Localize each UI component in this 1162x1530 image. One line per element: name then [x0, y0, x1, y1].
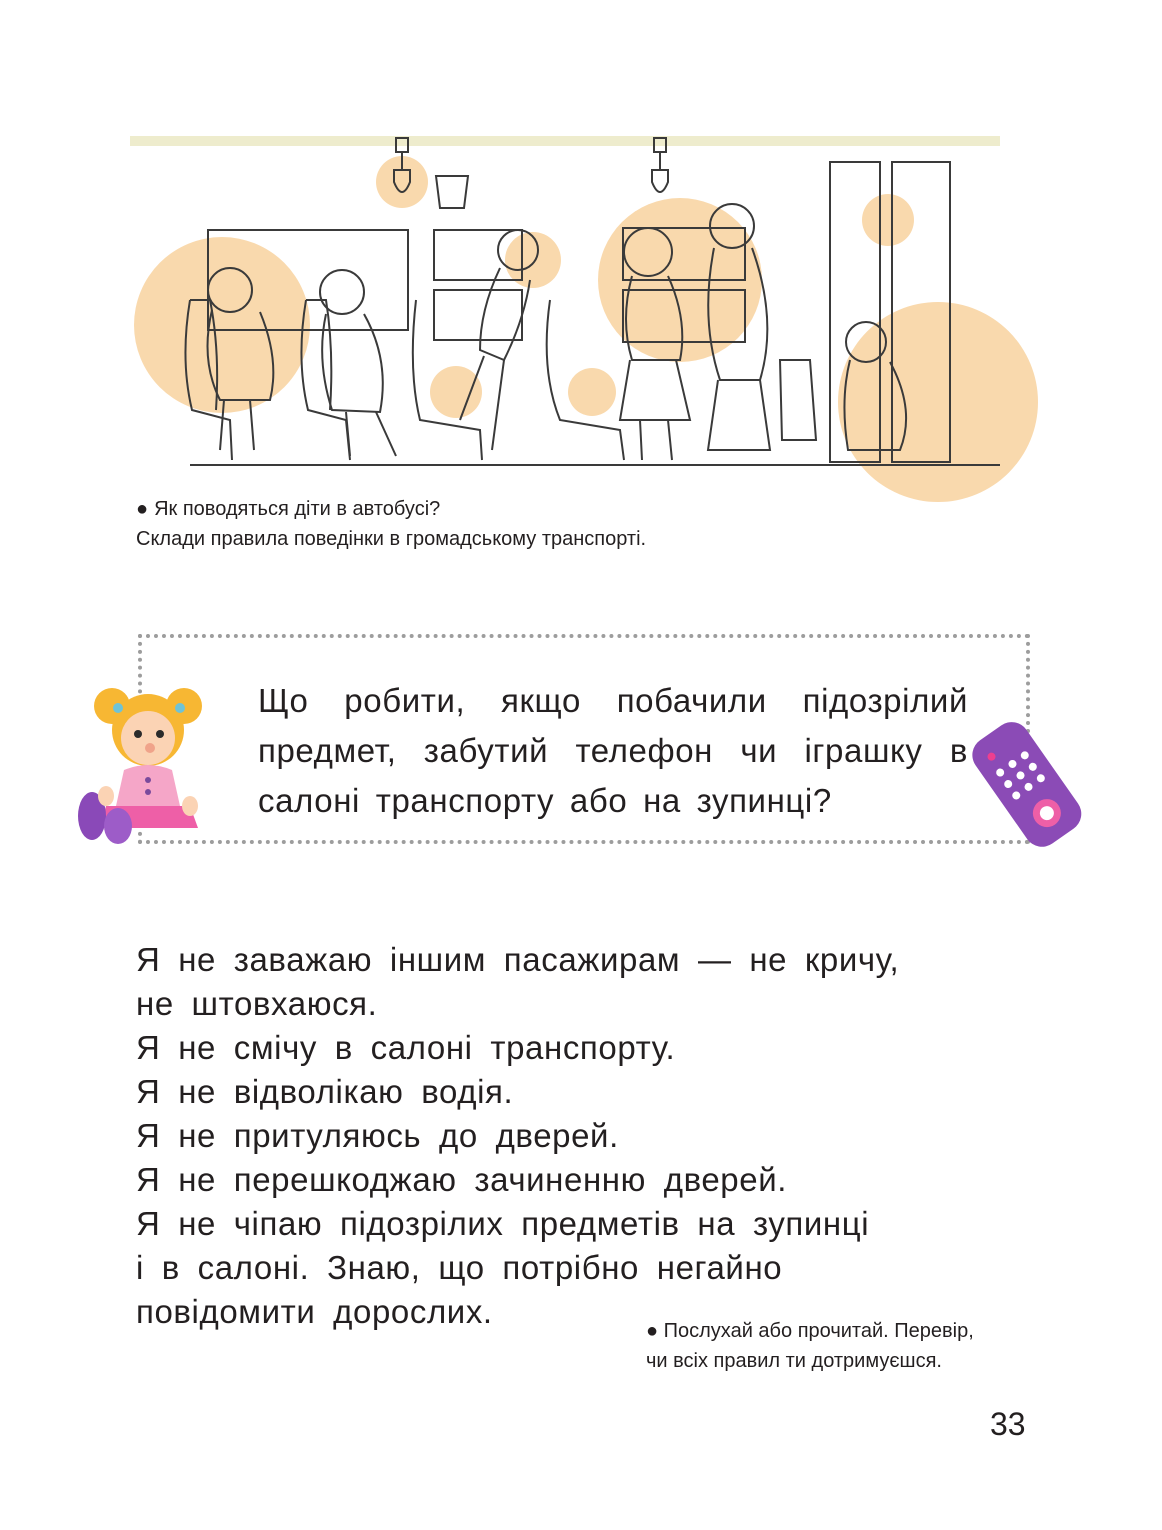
note-line-1 — [646, 1316, 974, 1346]
page-number: 33 — [990, 1406, 1026, 1442]
caption-line-1 — [136, 494, 646, 524]
rule-line: Я не чіпаю підозрілих предметів на зупинці — [136, 1205, 870, 1242]
rules-list — [136, 938, 976, 1334]
remote-control-icon — [964, 720, 1088, 850]
caption-question: Як поводяться діти в автобусі? — [154, 498, 441, 520]
rule-line: Я не відволікаю водія. — [136, 1073, 514, 1110]
rule-line: не штовхаюся. — [136, 985, 378, 1022]
question-text: Що робити, якщо побачили підозрілий предмет, забутий телефон чи іграшку в салоні транспорту або на зупинці? — [258, 682, 968, 819]
rule-line: повідомити дорослих. — [136, 1293, 493, 1330]
doll-icon — [72, 676, 212, 846]
bullet-icon: ● — [646, 1320, 664, 1342]
rule-line: Я не смічу в салоні транспорту. — [136, 1029, 676, 1066]
rule-line: Я не заважаю іншим пасажирам — не кричу, — [136, 941, 900, 978]
note-text-1: Послухай або прочитай. Перевір, — [663, 1320, 974, 1342]
instruction-note — [646, 1316, 974, 1376]
bullet-icon: ● — [136, 498, 149, 520]
rule-line: і в салоні. Знаю, що потрібно негайно — [136, 1249, 783, 1286]
illustration-caption — [136, 494, 646, 554]
note-line-2: чи всіх правил ти дотримуєшся. — [646, 1350, 942, 1372]
rule-line: Я не перешкоджаю зачиненню дверей. — [136, 1161, 787, 1198]
bus-interior-illustration — [120, 120, 1040, 520]
caption-line-2: Склади правила поведінки в громадському транспорті. — [136, 528, 647, 550]
rule-line: Я не притуляюсь до дверей. — [136, 1117, 619, 1154]
